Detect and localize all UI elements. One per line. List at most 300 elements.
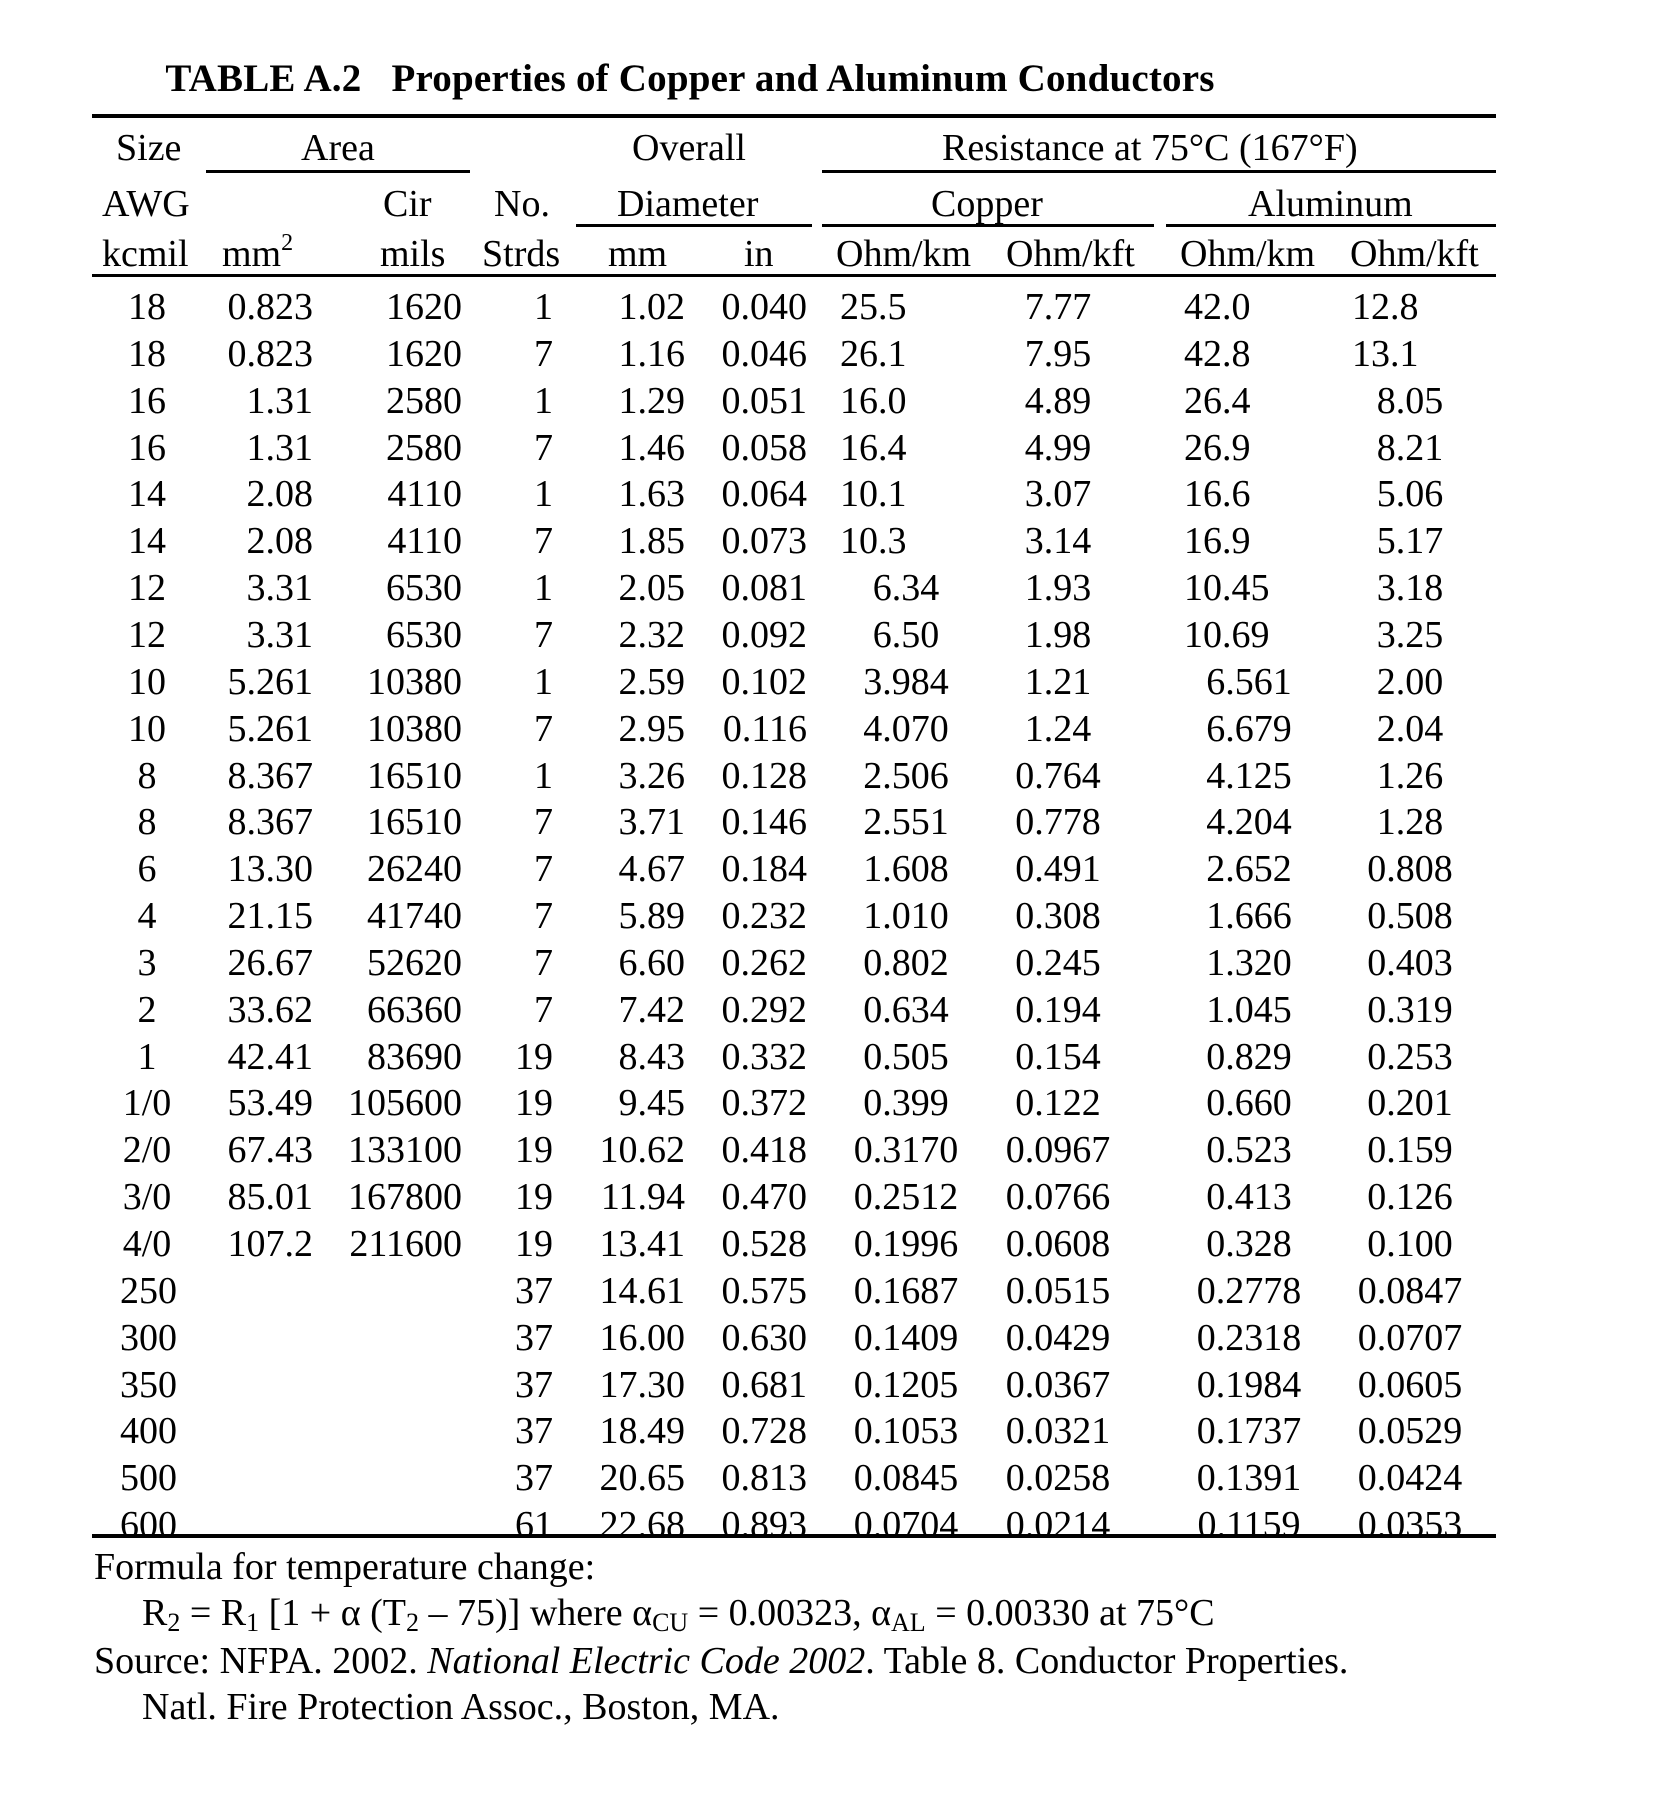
cell-dia-in: 0.528 (721, 1223, 807, 1265)
cell-strands: 19 (515, 1176, 553, 1219)
cell-size: 18 (128, 332, 166, 375)
cell-size: 16 (128, 379, 166, 422)
cell-cir-mils: 41740 (367, 895, 462, 938)
cell-dia-mm: 1.29 (618, 379, 685, 422)
header-al-ohm-km: Ohm/km (1180, 233, 1316, 275)
cell-al-ohm-km: 6.561 (1206, 660, 1292, 703)
cell-size: 16 (128, 426, 166, 469)
cell-area-mm2: 3.31 (246, 613, 313, 656)
cell-cu-ohm-km: 16.0 (840, 379, 907, 422)
cell-dia-in: 0.292 (721, 988, 807, 1031)
cell-dia-in: 0.630 (721, 1316, 807, 1359)
cell-al-ohm-kft: 3.18 (1376, 567, 1444, 610)
cell-area-mm2: 5.261 (227, 707, 313, 750)
cell-al-ohm-km: 4.204 (1206, 801, 1292, 844)
cell-cu-ohm-km: 3.984 (863, 660, 949, 703)
cell-area-mm2: 42.41 (227, 1035, 313, 1078)
cell-dia-mm: 2.32 (618, 613, 685, 656)
cell-cu-ohm-kft: 0.778 (1015, 801, 1101, 844)
cell-dia-mm: 2.59 (618, 660, 685, 703)
header-area: Area (301, 127, 375, 169)
cell-strands: 7 (534, 941, 553, 984)
cell-size: 1 (137, 1035, 157, 1078)
cell-strands: 1 (534, 660, 553, 703)
header-copper: Copper (931, 183, 1043, 225)
cell-al-ohm-km: 16.9 (1184, 520, 1251, 563)
cell-cir-mils: 83690 (367, 1035, 462, 1078)
cell-size: 14 (128, 520, 166, 563)
cell-cu-ohm-km: 0.505 (863, 1035, 949, 1078)
cell-dia-mm: 5.89 (618, 895, 685, 938)
cell-al-ohm-kft: 8.21 (1376, 426, 1444, 469)
cell-al-ohm-kft: 0.0605 (1357, 1363, 1463, 1406)
cell-strands: 37 (515, 1316, 553, 1359)
cell-cu-ohm-km: 2.551 (863, 801, 949, 844)
cell-al-ohm-km: 0.829 (1206, 1035, 1292, 1078)
cell-size: 6 (137, 848, 157, 891)
formula-al-sub: AL (891, 1608, 926, 1637)
cell-al-ohm-kft: 0.0424 (1357, 1457, 1463, 1500)
header-kcmil: kcmil (102, 233, 189, 275)
cell-dia-mm: 1.16 (618, 332, 685, 375)
cell-area-mm2: 26.67 (227, 941, 313, 984)
cell-area-mm2: 1.31 (246, 379, 313, 422)
cell-cu-ohm-kft: 0.154 (1015, 1035, 1101, 1078)
cell-cu-ohm-km: 0.2512 (853, 1176, 959, 1219)
cell-dia-mm: 18.49 (599, 1410, 685, 1453)
cell-size: 4 (137, 895, 157, 938)
source-line (94, 1638, 1348, 1684)
header-mm: mm (608, 233, 668, 275)
cell-al-ohm-km: 0.1984 (1196, 1363, 1302, 1406)
cell-strands: 7 (534, 801, 553, 844)
cell-cu-ohm-kft: 1.21 (1024, 660, 1092, 703)
cell-dia-in: 0.073 (721, 520, 807, 563)
cell-cu-ohm-kft: 0.0321 (1005, 1410, 1111, 1453)
header-mm2-exp: 2 (281, 230, 294, 256)
cell-size: 2 (137, 988, 157, 1031)
cell-dia-in: 0.064 (721, 473, 807, 516)
cell-cu-ohm-kft: 1.24 (1024, 707, 1092, 750)
cell-cir-mils: 167800 (348, 1176, 462, 1219)
cell-dia-in: 0.128 (721, 754, 807, 797)
source-line-2: Natl. Fire Protection Assoc., Boston, MA. (142, 1686, 780, 1728)
cell-al-ohm-kft: 3.25 (1376, 613, 1444, 656)
cell-cu-ohm-km: 0.1205 (853, 1363, 959, 1406)
cell-area-mm2: 3.31 (246, 567, 313, 610)
cell-dia-in: 0.102 (721, 660, 807, 703)
cell-al-ohm-km: 0.328 (1206, 1223, 1292, 1265)
cell-size: 10 (128, 660, 166, 703)
cell-al-ohm-kft: 1.28 (1376, 801, 1444, 844)
area-rule (206, 170, 470, 173)
cell-al-ohm-kft: 5.17 (1376, 520, 1444, 563)
cell-cu-ohm-kft: 0.0766 (1005, 1176, 1111, 1219)
cell-al-ohm-kft: 0.0707 (1357, 1316, 1463, 1359)
cell-size: 1/0 (122, 1082, 172, 1125)
cell-al-ohm-km: 0.2778 (1196, 1269, 1302, 1312)
cell-strands: 1 (534, 567, 553, 610)
cell-cu-ohm-kft: 0.764 (1015, 754, 1101, 797)
cell-al-ohm-km: 0.413 (1206, 1176, 1292, 1219)
cell-cu-ohm-kft: 4.89 (1024, 379, 1092, 422)
source-suffix: . Table 8. Conductor Properties. (865, 1640, 1349, 1682)
cell-al-ohm-km: 0.1159 (1197, 1504, 1301, 1547)
cell-size: 500 (120, 1457, 177, 1500)
cell-cu-ohm-km: 0.1053 (853, 1410, 959, 1453)
cell-al-ohm-km: 42.0 (1184, 286, 1251, 328)
formula-tail: – 75)] where α (419, 1592, 653, 1634)
cell-al-ohm-kft: 2.04 (1376, 707, 1444, 750)
cell-size: 12 (128, 567, 166, 610)
cell-dia-in: 0.116 (722, 707, 807, 750)
formula-cu-val: = 0.00323, α (688, 1592, 892, 1634)
cell-dia-in: 0.092 (721, 613, 807, 656)
cell-cir-mils: 10380 (367, 660, 462, 703)
header-al-ohm-kft: Ohm/kft (1350, 233, 1479, 275)
cell-cir-mils: 16510 (367, 754, 462, 797)
cell-dia-in: 0.051 (721, 379, 807, 422)
cell-dia-mm: 7.42 (618, 988, 685, 1031)
cell-size: 14 (128, 473, 166, 516)
cell-dia-mm: 10.62 (599, 1129, 685, 1172)
cell-dia-mm: 3.71 (618, 801, 685, 844)
source-prefix: Source: NFPA. 2002. (94, 1640, 428, 1682)
cell-dia-in: 0.232 (721, 895, 807, 938)
cell-strands: 19 (515, 1223, 553, 1265)
header-cir: Cir (383, 183, 432, 225)
header-cu-ohm-km: Ohm/km (836, 233, 972, 275)
cell-al-ohm-kft: 2.00 (1376, 660, 1444, 703)
cell-cir-mils: 26240 (367, 848, 462, 891)
formula-r1-sub: 1 (246, 1608, 260, 1637)
cell-dia-mm: 11.94 (600, 1176, 685, 1219)
cell-strands: 37 (515, 1457, 553, 1500)
cell-al-ohm-km: 26.4 (1184, 379, 1251, 422)
cell-al-ohm-km: 2.652 (1206, 848, 1292, 891)
formula-label: Formula for temperature change: (94, 1546, 596, 1588)
cell-area-mm2: 13.30 (227, 848, 313, 891)
formula-t2-sub: 2 (406, 1608, 420, 1637)
formula-cu-sub: CU (652, 1608, 689, 1637)
cell-area-mm2: 1.31 (246, 426, 313, 469)
cell-strands: 7 (534, 520, 553, 563)
cell-dia-mm: 22.68 (599, 1504, 685, 1547)
cell-cu-ohm-km: 0.1687 (853, 1269, 959, 1312)
cell-cu-ohm-km: 2.506 (863, 754, 949, 797)
cell-dia-mm: 1.85 (618, 520, 685, 563)
cell-al-ohm-kft: 8.05 (1376, 379, 1444, 422)
cell-cu-ohm-km: 25.5 (840, 286, 907, 328)
cell-size: 10 (128, 707, 166, 750)
cell-cu-ohm-km: 0.1409 (853, 1316, 959, 1359)
cell-cu-ohm-km: 0.1996 (853, 1223, 959, 1265)
header-aluminum: Aluminum (1248, 183, 1413, 225)
cell-cu-ohm-km: 1.010 (863, 895, 949, 938)
cell-dia-mm: 2.95 (618, 707, 685, 750)
cell-al-ohm-kft: 0.808 (1367, 848, 1453, 891)
formula-r2-sub: 2 (167, 1608, 181, 1637)
cell-al-ohm-kft: 0.508 (1367, 895, 1453, 938)
cell-cu-ohm-km: 10.3 (840, 520, 907, 563)
cell-al-ohm-kft: 0.100 (1367, 1223, 1453, 1265)
cell-al-ohm-kft: 0.201 (1367, 1082, 1453, 1125)
header-cu-ohm-kft: Ohm/kft (1006, 233, 1135, 275)
cell-strands: 1 (534, 473, 553, 516)
cell-al-ohm-km: 1.045 (1206, 988, 1292, 1031)
cell-cu-ohm-kft: 4.99 (1024, 426, 1092, 469)
cell-cu-ohm-km: 26.1 (840, 332, 907, 375)
cell-al-ohm-kft: 0.403 (1367, 941, 1453, 984)
cell-strands: 7 (534, 895, 553, 938)
cell-dia-in: 0.728 (721, 1410, 807, 1453)
cell-dia-mm: 9.45 (618, 1082, 685, 1125)
cell-cu-ohm-kft: 0.122 (1015, 1082, 1101, 1125)
cell-al-ohm-kft: 0.319 (1367, 988, 1453, 1031)
cell-dia-mm: 6.60 (618, 941, 685, 984)
cell-area-mm2: 2.08 (246, 520, 313, 563)
resistance-rule (822, 170, 1496, 173)
cell-cu-ohm-kft: 0.194 (1015, 988, 1101, 1031)
cell-dia-mm: 1.46 (618, 426, 685, 469)
cell-size: 4/0 (122, 1223, 172, 1265)
cell-cir-mils: 105600 (348, 1082, 462, 1125)
cell-area-mm2: 85.01 (227, 1176, 313, 1219)
cell-dia-in: 0.046 (721, 332, 807, 375)
cell-dia-in: 0.575 (721, 1269, 807, 1312)
table-number: TABLE A.2 (165, 57, 362, 100)
cell-cir-mils: 66360 (367, 988, 462, 1031)
cell-cu-ohm-kft: 7.77 (1024, 286, 1092, 328)
cell-cu-ohm-kft: 1.98 (1024, 613, 1092, 656)
cell-cu-ohm-km: 0.0845 (853, 1457, 959, 1500)
cell-dia-mm: 13.41 (599, 1223, 685, 1265)
cell-cu-ohm-kft: 0.0515 (1005, 1269, 1111, 1312)
cell-strands: 37 (515, 1269, 553, 1312)
cell-dia-in: 0.418 (721, 1129, 807, 1172)
cell-al-ohm-kft: 0.253 (1367, 1035, 1453, 1078)
cell-size: 300 (120, 1316, 177, 1359)
formula (142, 1590, 1215, 1636)
cell-al-ohm-km: 0.2318 (1196, 1316, 1302, 1359)
cell-area-mm2: 107.2 (227, 1223, 313, 1265)
header-mm2-base: mm (222, 233, 282, 275)
table-title-text: Properties of Copper and Aluminum Conductors (391, 57, 1215, 100)
header-mm2 (222, 232, 293, 276)
cell-dia-mm: 8.43 (618, 1035, 685, 1078)
cell-al-ohm-km: 10.69 (1184, 613, 1270, 656)
cell-cir-mils: 6530 (386, 567, 462, 610)
cell-dia-mm: 2.05 (618, 567, 685, 610)
cell-cir-mils: 4110 (387, 473, 462, 516)
cell-area-mm2: 0.823 (227, 332, 313, 375)
cell-cu-ohm-kft: 0.0367 (1005, 1363, 1111, 1406)
cell-size: 8 (137, 754, 157, 797)
cell-area-mm2: 8.367 (227, 754, 313, 797)
cell-al-ohm-km: 4.125 (1206, 754, 1292, 797)
cell-dia-mm: 16.00 (599, 1316, 685, 1359)
cell-strands: 1 (534, 286, 553, 328)
cell-al-ohm-km: 0.523 (1206, 1129, 1292, 1172)
header-resistance: Resistance at 75°C (167°F) (942, 127, 1358, 169)
cell-cir-mils: 1620 (386, 286, 462, 328)
cell-dia-in: 0.058 (721, 426, 807, 469)
cell-dia-mm: 4.67 (618, 848, 685, 891)
cell-cu-ohm-kft: 0.491 (1015, 848, 1101, 891)
cell-cir-mils: 211600 (349, 1223, 462, 1265)
cell-cu-ohm-kft: 0.308 (1015, 895, 1101, 938)
cell-strands: 19 (515, 1035, 553, 1078)
cell-cir-mils: 10380 (367, 707, 462, 750)
cell-dia-in: 0.184 (721, 848, 807, 891)
cell-al-ohm-kft: 0.159 (1367, 1129, 1453, 1172)
cell-cu-ohm-kft: 3.14 (1024, 520, 1092, 563)
cell-strands: 61 (515, 1504, 553, 1547)
cell-cir-mils: 6530 (386, 613, 462, 656)
cell-al-ohm-kft: 0.126 (1367, 1176, 1453, 1219)
cell-al-ohm-kft: 0.0529 (1357, 1410, 1463, 1453)
header-in: in (744, 233, 774, 275)
cell-area-mm2: 33.62 (227, 988, 313, 1031)
cell-cir-mils: 52620 (367, 941, 462, 984)
cell-cu-ohm-km: 1.608 (863, 848, 949, 891)
header-awg: AWG (102, 183, 190, 225)
header-mils: mils (380, 233, 446, 275)
cell-size: 18 (128, 286, 166, 328)
cell-dia-mm: 14.61 (599, 1269, 685, 1312)
cell-dia-mm: 20.65 (599, 1457, 685, 1500)
cell-cir-mils: 16510 (367, 801, 462, 844)
cell-dia-in: 0.372 (721, 1082, 807, 1125)
cell-area-mm2: 8.367 (227, 801, 313, 844)
cell-strands: 7 (534, 426, 553, 469)
cell-dia-in: 0.040 (721, 286, 807, 328)
cell-al-ohm-kft: 12.8 (1352, 286, 1419, 328)
cell-cir-mils: 4110 (387, 520, 462, 563)
cell-size: 250 (120, 1269, 177, 1312)
formula-mid: [1 + α (T (259, 1592, 407, 1634)
cell-al-ohm-kft: 13.1 (1352, 332, 1419, 375)
header-strds: Strds (482, 233, 561, 275)
cell-strands: 7 (534, 332, 553, 375)
cell-al-ohm-km: 1.666 (1206, 895, 1292, 938)
cell-size: 400 (120, 1410, 177, 1453)
cell-size: 350 (120, 1363, 177, 1406)
header-overall: Overall (632, 127, 746, 169)
header-no: No. (494, 183, 550, 225)
cell-cu-ohm-km: 10.1 (840, 473, 907, 516)
cell-cu-ohm-kft: 0.0967 (1005, 1129, 1111, 1172)
cell-cu-ohm-kft: 7.95 (1024, 332, 1092, 375)
cell-area-mm2: 0.823 (227, 286, 313, 328)
cell-cu-ohm-km: 16.4 (840, 426, 907, 469)
header-diameter: Diameter (617, 183, 759, 225)
cell-al-ohm-kft: 0.0847 (1357, 1269, 1463, 1312)
cell-al-ohm-kft: 5.06 (1376, 473, 1444, 516)
cell-dia-in: 0.470 (721, 1176, 807, 1219)
cell-dia-mm: 1.63 (618, 473, 685, 516)
cell-strands: 7 (534, 707, 553, 750)
cell-cu-ohm-kft: 0.0258 (1005, 1457, 1111, 1500)
cell-dia-in: 0.893 (721, 1504, 807, 1547)
cell-al-ohm-km: 42.8 (1184, 332, 1251, 375)
cell-strands: 1 (534, 379, 553, 422)
cell-strands: 37 (515, 1363, 553, 1406)
cell-cu-ohm-km: 6.34 (872, 567, 940, 610)
source-title: National Electric Code 2002 (427, 1640, 866, 1682)
cell-size: 3/0 (122, 1176, 172, 1219)
cell-size: 2/0 (122, 1129, 172, 1172)
cell-cu-ohm-kft: 1.93 (1024, 567, 1092, 610)
top-rule (92, 114, 1496, 118)
cell-area-mm2: 2.08 (246, 473, 313, 516)
cell-cir-mils: 2580 (386, 426, 462, 469)
cell-al-ohm-km: 1.320 (1206, 941, 1292, 984)
cell-al-ohm-km: 10.45 (1184, 567, 1270, 610)
cell-area-mm2: 5.261 (227, 660, 313, 703)
cell-dia-mm: 3.26 (618, 754, 685, 797)
cell-strands: 1 (534, 754, 553, 797)
cell-dia-mm: 1.02 (618, 286, 685, 328)
cell-cu-ohm-km: 0.399 (863, 1082, 949, 1125)
cell-al-ohm-km: 26.9 (1184, 426, 1251, 469)
cell-cu-ohm-km: 6.50 (872, 613, 940, 656)
cell-cu-ohm-km: 0.634 (863, 988, 949, 1031)
cell-strands: 37 (515, 1410, 553, 1453)
cell-cu-ohm-km: 0.802 (863, 941, 949, 984)
cell-al-ohm-km: 0.1737 (1196, 1410, 1302, 1453)
cell-strands: 7 (534, 848, 553, 891)
cell-area-mm2: 53.49 (227, 1082, 313, 1125)
cell-al-ohm-km: 6.679 (1206, 707, 1292, 750)
cell-al-ohm-kft: 0.0353 (1357, 1504, 1463, 1547)
cell-dia-in: 0.146 (721, 801, 807, 844)
cell-cu-ohm-kft: 3.07 (1024, 473, 1092, 516)
cell-dia-in: 0.081 (721, 567, 807, 610)
cell-size: 12 (128, 613, 166, 656)
cell-size: 3 (137, 941, 157, 984)
cell-cir-mils: 2580 (386, 379, 462, 422)
cell-cir-mils: 133100 (348, 1129, 462, 1172)
cell-area-mm2: 67.43 (227, 1129, 313, 1172)
cell-cu-ohm-kft: 0.0608 (1005, 1223, 1111, 1265)
cell-dia-in: 0.332 (721, 1035, 807, 1078)
cell-area-mm2: 21.15 (227, 895, 313, 938)
cell-al-ohm-kft: 1.26 (1376, 754, 1444, 797)
cell-strands: 7 (534, 988, 553, 1031)
cell-al-ohm-km: 0.1391 (1196, 1457, 1302, 1500)
cell-size: 600 (120, 1504, 177, 1547)
cell-dia-in: 0.262 (721, 941, 807, 984)
cell-cu-ohm-km: 0.3170 (853, 1129, 959, 1172)
table-title (0, 56, 1380, 101)
cell-dia-mm: 17.30 (599, 1363, 685, 1406)
cell-al-ohm-km: 0.660 (1206, 1082, 1292, 1125)
header-size: Size (116, 127, 182, 169)
cell-strands: 19 (515, 1129, 553, 1172)
cell-cu-ohm-kft: 0.245 (1015, 941, 1101, 984)
formula-eq1: = R (180, 1592, 247, 1634)
cell-cu-ohm-km: 4.070 (863, 707, 949, 750)
cell-strands: 7 (534, 613, 553, 656)
cell-dia-in: 0.813 (721, 1457, 807, 1500)
cell-cu-ohm-kft: 0.0214 (1005, 1504, 1111, 1547)
cell-al-ohm-km: 16.6 (1184, 473, 1251, 516)
formula-al-val: = 0.00330 at 75°C (925, 1592, 1215, 1634)
cell-dia-in: 0.681 (721, 1363, 807, 1406)
cell-size: 8 (137, 801, 157, 844)
cell-cu-ohm-kft: 0.0429 (1005, 1316, 1111, 1359)
